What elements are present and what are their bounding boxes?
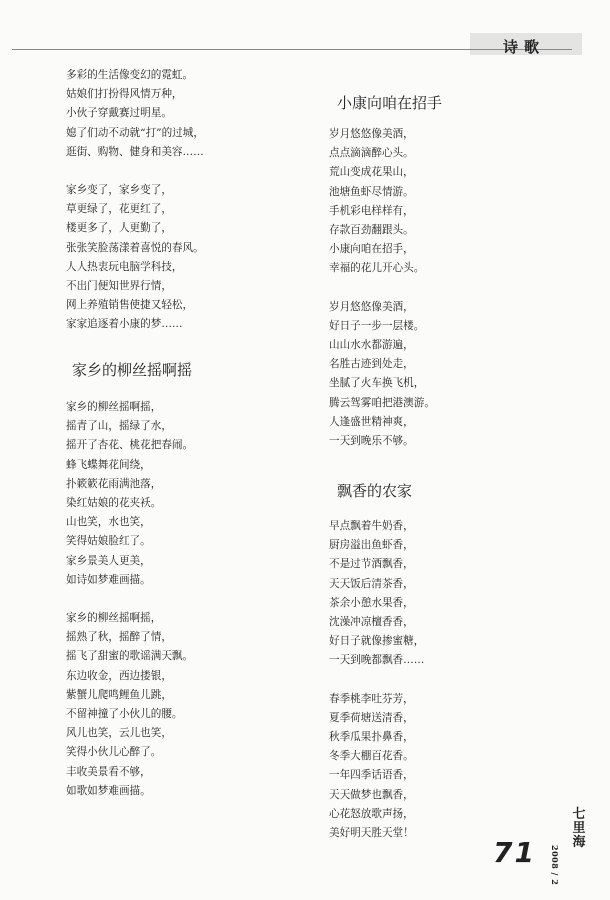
poem-line: 家乡的柳丝摇啊摇， <box>66 401 162 413</box>
poem4-body <box>329 517 424 862</box>
poem-line: 摇飞了甜蜜的歌谣满天飘。 <box>66 650 194 663</box>
poem-line: 天天做梦也飘香， <box>329 788 414 801</box>
poem-line: 家乡景美人更美， <box>66 554 151 567</box>
left-column <box>66 66 204 354</box>
poem-line: 家家追逐着小康的梦…… <box>66 318 183 331</box>
poem-line: 岁月悠悠像美酒， <box>329 300 414 313</box>
poem2-title: 家乡的柳丝摇啊摇 <box>72 361 193 379</box>
magazine-name: 七里海 <box>572 807 586 850</box>
poem3-body <box>329 125 435 470</box>
poem-line: 好日子就像掺蜜糖， <box>329 635 425 648</box>
poem-line: 厨房溢出鱼虾香， <box>329 539 414 552</box>
poem-line: 夏季荷塘送清香， <box>329 711 414 724</box>
poem3-stanza-1 <box>329 125 435 279</box>
poem-line: 春季桃李吐芬芳， <box>329 692 414 705</box>
poem-line: 草更绿了，花更红了， <box>66 203 172 216</box>
poem-line: 家乡变了，家乡变了， <box>66 184 172 197</box>
poem2-stanza-1 <box>66 398 193 590</box>
poem-line: 荒山变成花果山， <box>329 166 414 179</box>
poem4-stanza-1 <box>329 517 424 671</box>
issue-label: 2008 / 2 <box>550 845 560 886</box>
poem3-title: 小康向咱在招手 <box>337 94 443 112</box>
poem-line: 山山水水都游遍， <box>329 339 414 352</box>
page-number: 71 <box>493 836 536 869</box>
poem4-title: 飘香的农家 <box>337 482 413 500</box>
poem-line: 风儿也笑，云儿也笑， <box>66 727 172 740</box>
poem-line: 姑娘们打扮得风情万种， <box>66 88 183 101</box>
poem2-stanza-2 <box>66 609 193 801</box>
poem-line: 池塘鱼虾尽情游。 <box>329 185 414 198</box>
poem-line: 茶余小憩水果香， <box>329 596 414 609</box>
poem-line: 坐腻了火车换飞机， <box>329 377 425 390</box>
poem-line: 一年四季话语香， <box>329 769 414 782</box>
poem-line: 如歌如梦难画描。 <box>66 784 151 797</box>
poem-line: 存款百劲翻跟头。 <box>329 224 414 237</box>
poem-line: 沈澡冲凉檀香香， <box>329 616 414 629</box>
poem-line: 笑得小伙儿心醉了。 <box>66 746 162 759</box>
poem-line: 家乡的柳丝摇啊摇， <box>66 612 162 625</box>
poem-line: 摇开了杏花、桃花把春闹。 <box>66 439 194 452</box>
poem-line: 丰收美景看不够， <box>66 765 151 778</box>
poem-line: 好日子一步一层楼。 <box>329 319 425 332</box>
poem4-stanza-2 <box>329 690 424 844</box>
poem-line: 笑得姑娘脸红了。 <box>66 535 151 548</box>
poem-line: 网上养殖销售使捷又轻松， <box>66 299 194 312</box>
poem1-stanza-2 <box>66 181 204 335</box>
header-rule <box>12 49 572 50</box>
poem-line: 东边收金，西边搂银， <box>66 669 172 682</box>
poem-line: 腾云驾雾咱把港澳游。 <box>329 396 435 409</box>
poem-line: 秋季瓜果扑鼻香， <box>329 731 414 744</box>
poem-line: 山也笑，水也笑， <box>66 516 151 529</box>
poem1-stanza-1 <box>66 66 204 162</box>
poem-line: 小伙子穿戴赛过明星。 <box>66 107 172 120</box>
poem-line: 天天饭后清茶香， <box>329 577 414 590</box>
poem2-body <box>66 398 193 820</box>
poem-line: 美好明天胜天堂！ <box>329 827 414 840</box>
poem-line: 不是过节酒飘香， <box>329 558 414 571</box>
poem-line: 如诗如梦难画描。 <box>66 573 151 586</box>
poem-line: 幸福的花儿开心头。 <box>329 262 425 275</box>
poem-line: 人人热衷玩电脑学科技， <box>66 260 183 273</box>
section-label: 诗歌 <box>503 38 546 56</box>
poem-line: 小康向咱在招手， <box>329 243 414 256</box>
poem-line: 紫蟹儿爬鸣鲤鱼儿跳， <box>66 688 172 701</box>
poem-line: 不留神撞了小伙儿的腰。 <box>66 708 183 721</box>
poem-line: 摇青了山，摇绿了水， <box>66 420 172 433</box>
poem-line: 点点滴滴醉心头。 <box>329 147 414 160</box>
poem-line: 媳了们动不动就“打”的过城， <box>66 126 204 139</box>
poem-line: 扑簌簌花雨满池落， <box>66 477 162 490</box>
poem-line: 逛街、购物、健身和美容…… <box>66 145 204 158</box>
poem-line: 一天到晚都飘香…… <box>329 654 425 667</box>
poem-line: 不出门便知世界行情， <box>66 280 172 293</box>
poem-line: 早点飘着牛奶香， <box>329 520 414 532</box>
poem-line: 蜂飞蝶舞花间绕， <box>66 458 151 471</box>
poem-line: 人逢盛世精神爽， <box>329 415 414 428</box>
poem3-stanza-2 <box>329 298 435 452</box>
poem-line: 摇熟了秋，摇醉了情， <box>66 631 172 644</box>
poem-line: 心花怒放歌声扬， <box>329 807 414 820</box>
poem-line: 冬季大棚百花香。 <box>329 750 414 763</box>
poem-line: 名胜古迹到处走， <box>329 358 414 371</box>
poem-line: 一天到晚乐不够。 <box>329 435 414 448</box>
poem-line: 多彩的生活像变幻的霓虹。 <box>66 69 194 81</box>
poem-line: 张张笑脸荡漾着喜悦的春风。 <box>66 241 204 254</box>
poem-line: 岁月悠悠像美酒， <box>329 128 414 140</box>
poem-line: 手机彩电样样有， <box>329 204 414 217</box>
poem-line: 染红姑娘的花夹袄。 <box>66 497 162 510</box>
poem-line: 楼更多了，人更勤了， <box>66 222 172 235</box>
